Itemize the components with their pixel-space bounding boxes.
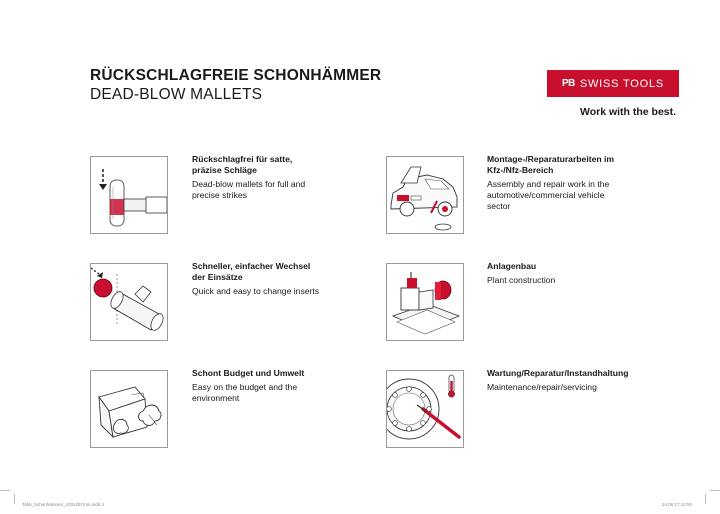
feature-desc: Dead-blow mallets for full and precise strikes: [192, 179, 306, 200]
feature-title: Montage-/Reparaturarbeiten im Kfz-/Nfz-Bereich: [487, 154, 615, 175]
feature-title: Schont Budget und Umwelt: [192, 368, 305, 378]
page-subtitle: DEAD-BLOW MALLETS: [90, 86, 263, 103]
brand-tagline: Work with the best.: [580, 106, 677, 118]
crop-mark: [705, 494, 706, 504]
crop-mark: [14, 494, 15, 504]
feature-title: Rückschlagfrei für satte, präzise Schläge: [192, 154, 293, 175]
feature-title: Anlagenbau: [487, 261, 537, 271]
feature-desc: Quick and easy to change inserts: [192, 286, 320, 296]
feature-budget: [192, 368, 322, 404]
page-title: RÜCKSCHLAGFREIE SCHONHÄMMER: [90, 67, 382, 84]
maintenance-icon: [386, 370, 464, 448]
car-repair-icon: [386, 156, 464, 234]
feature-plant: [487, 261, 617, 286]
insert-change-icon: [90, 263, 168, 341]
brand-name: SWISS TOOLS: [579, 77, 665, 90]
feature-inserts: [192, 261, 322, 297]
feature-desc: Plant construction: [487, 275, 556, 285]
feature-automotive: [487, 154, 617, 212]
wallet-leaves-icon: [90, 370, 168, 448]
feature-desc: Assembly and repair work in the automotive/commercial vehicle sector: [487, 179, 610, 211]
feature-dead-blow: [192, 154, 322, 201]
mallet-strike-icon: [90, 156, 168, 234]
brand-mark: PB: [561, 78, 575, 89]
feature-maintenance: [487, 368, 629, 393]
crop-mark: [0, 490, 10, 491]
brand-logo: [547, 70, 679, 97]
plant-construction-icon: [386, 263, 464, 341]
footer-date-slug: 14.06.17 10:50: [662, 502, 693, 507]
feature-desc: Maintenance/repair/servicing: [487, 382, 597, 392]
feature-title: Schneller, einfacher Wechsel der Einsätze: [192, 261, 311, 282]
feature-title: Wartung/Reparatur/Instandhaltung: [487, 368, 629, 378]
feature-desc: Easy on the budget and the environment: [192, 382, 298, 403]
footer-file-slug: Tafel_Schonhämmer_420x297mm.indd 4: [22, 502, 105, 507]
crop-mark: [710, 490, 720, 491]
